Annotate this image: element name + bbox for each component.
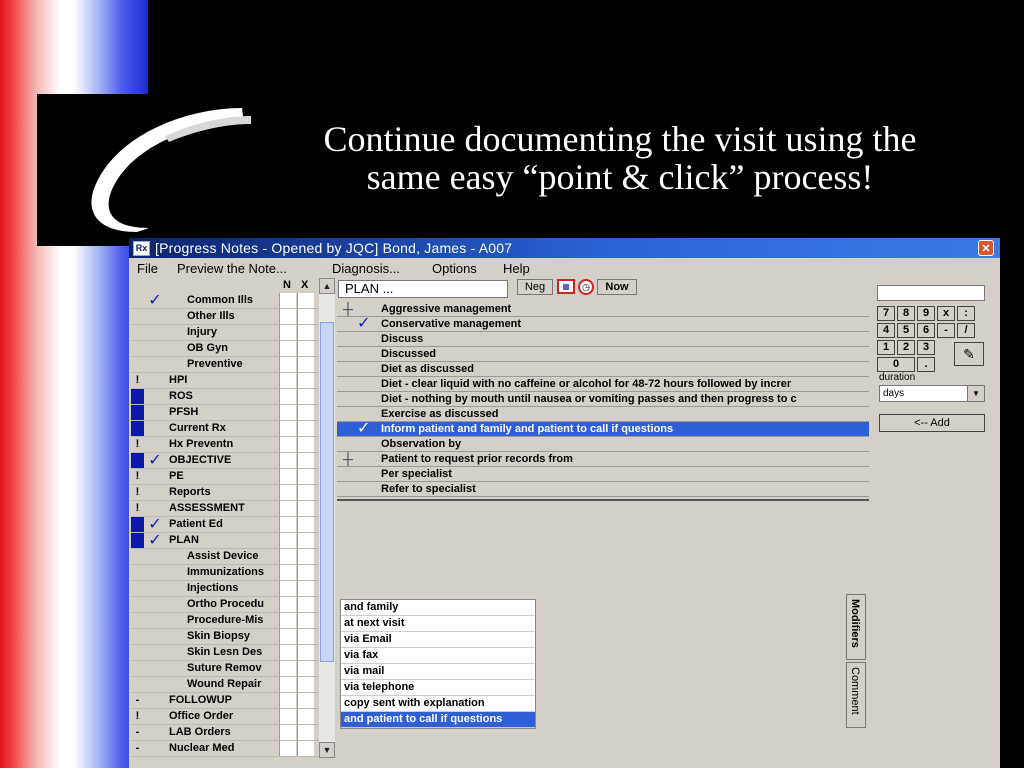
status-flag (131, 629, 144, 644)
status-flag-blue (131, 405, 144, 420)
tree-row-label: HPI (169, 374, 188, 386)
modifier-item[interactable]: and patient to call if questions (341, 712, 535, 728)
x-checkbox[interactable] (297, 565, 314, 580)
plan-item-text: Diet as discussed (381, 363, 474, 375)
status-flag (131, 597, 144, 612)
plan-item-text: Discuss (381, 333, 424, 345)
tree-row[interactable] (131, 581, 319, 597)
tree-row[interactable] (131, 597, 319, 613)
tree-row-label: Assist Device (187, 550, 259, 562)
slide-title-line-2: same easy “point & click” process! (366, 157, 874, 197)
tree-row[interactable] (131, 565, 319, 581)
plan-item-text: Inform patient and family and patient to call if questions (381, 423, 674, 435)
tree-row[interactable] (131, 741, 319, 757)
add-button[interactable]: <-- Add (879, 414, 985, 432)
plan-item-text: Refer to specialist (381, 483, 476, 495)
number-input[interactable] (877, 285, 985, 301)
x-checkbox[interactable] (297, 741, 314, 756)
n-checkbox[interactable] (279, 469, 296, 484)
tree-row-label: ROS (169, 390, 193, 402)
modifier-item[interactable]: via mail (341, 664, 535, 680)
status-flag-blue (131, 453, 144, 468)
x-checkbox[interactable] (297, 725, 314, 740)
check-cell[interactable] (145, 325, 165, 340)
tree-row[interactable] (131, 485, 319, 501)
tree-row[interactable] (131, 709, 319, 725)
status-flag (131, 565, 144, 580)
x-checkbox[interactable] (297, 629, 314, 644)
plan-item[interactable] (337, 332, 869, 347)
x-checkbox[interactable] (297, 661, 314, 676)
x-checkbox[interactable] (297, 709, 314, 724)
status-flag-blue (131, 389, 144, 404)
keypad-key[interactable]: 7 (877, 306, 895, 321)
n-checkbox[interactable] (279, 293, 296, 308)
x-checkbox[interactable] (297, 405, 314, 420)
check-cell[interactable] (145, 597, 165, 612)
plan-item[interactable] (337, 467, 869, 482)
check-cell[interactable] (145, 661, 165, 676)
keypad-key[interactable]: : (957, 306, 975, 321)
plan-item-text: Per specialist (381, 468, 452, 480)
tree-row[interactable] (131, 373, 319, 389)
keypad-key[interactable]: - (937, 323, 955, 338)
window-title: [Progress Notes - Opened by JQC] Bond, James - A007 (155, 240, 513, 256)
x-checkbox[interactable] (297, 645, 314, 660)
n-checkbox[interactable] (279, 453, 296, 468)
tree-row-label: Wound Repair (187, 678, 262, 690)
status-flag: ! (135, 502, 140, 514)
tree-row-label: Patient Ed (169, 518, 223, 530)
n-checkbox[interactable] (279, 645, 296, 660)
n-checkbox[interactable] (279, 357, 296, 372)
status-flag-blue (131, 533, 144, 548)
x-checkbox[interactable] (297, 309, 314, 324)
tab-comment[interactable] (846, 662, 866, 728)
tree-row-label: Injury (187, 326, 217, 338)
x-checkbox[interactable] (297, 293, 314, 308)
tree-row-label: Ortho Procedu (187, 598, 265, 610)
check-cell[interactable] (145, 565, 165, 580)
keypad-key[interactable]: 9 (917, 306, 935, 321)
tree-row[interactable] (131, 613, 319, 629)
tree-row-label: Injections (187, 582, 239, 594)
tree-row-label: Other Ills (187, 310, 235, 322)
x-checkbox[interactable] (297, 389, 314, 404)
n-checkbox[interactable] (279, 613, 296, 628)
status-flag (131, 661, 144, 676)
status-flag (131, 645, 144, 660)
tree-row-label: Preventive (187, 358, 243, 370)
tree-row-label: Nuclear Med (169, 742, 235, 754)
tree-row[interactable] (131, 629, 319, 645)
tree-header (131, 278, 319, 293)
x-checkbox[interactable] (297, 341, 314, 356)
status-flag: ! (135, 438, 140, 450)
status-flag: ! (135, 374, 140, 386)
check-cell[interactable] (145, 389, 165, 404)
tree-row[interactable] (131, 517, 319, 533)
tree-row[interactable] (131, 389, 319, 405)
keypad-key[interactable]: 8 (897, 306, 915, 321)
tree-row-label: Skin Biopsy (187, 630, 250, 642)
close-icon[interactable]: ✕ (978, 240, 994, 256)
section-tree (131, 278, 319, 768)
tree-row[interactable] (131, 405, 319, 421)
tree-row[interactable] (131, 453, 319, 469)
n-checkbox[interactable] (279, 709, 296, 724)
n-checkbox[interactable] (279, 725, 296, 740)
plan-item[interactable] (337, 377, 869, 392)
x-checkbox[interactable] (297, 453, 314, 468)
keypad-key[interactable]: 1 (877, 340, 895, 355)
plan-item-text: Exercise as discussed (381, 408, 499, 420)
tree-row[interactable] (131, 725, 319, 741)
x-checkbox[interactable] (297, 693, 314, 708)
tree-row[interactable] (131, 325, 319, 341)
n-checkbox[interactable] (279, 517, 296, 532)
modifier-item[interactable]: at next visit (341, 616, 535, 632)
n-checkbox[interactable] (279, 389, 296, 404)
modifiers-list (340, 599, 536, 729)
col-x-header: X (301, 279, 309, 291)
neg-button[interactable]: Neg (517, 279, 553, 295)
check-cell[interactable] (145, 437, 165, 452)
plan-item[interactable] (337, 302, 869, 317)
check-cell[interactable] (145, 501, 165, 516)
tree-row[interactable] (131, 469, 319, 485)
x-checkbox[interactable] (297, 597, 314, 612)
x-checkbox[interactable] (297, 485, 314, 500)
tree-row[interactable] (131, 693, 319, 709)
modifier-item[interactable]: via Email (341, 632, 535, 648)
x-checkbox[interactable] (297, 613, 314, 628)
scroll-up-icon[interactable]: ▲ (319, 278, 335, 294)
status-flag (131, 581, 144, 596)
plan-item-text: Discussed (381, 348, 437, 360)
col-n-header: N (283, 279, 291, 291)
status-flag: - (135, 694, 140, 706)
check-cell[interactable] (145, 421, 165, 436)
check-cell[interactable] (145, 629, 165, 644)
check-icon[interactable]: ✓ (148, 292, 162, 309)
tree-row[interactable] (131, 421, 319, 437)
tree-row-label: LAB Orders (169, 726, 231, 738)
check-cell[interactable] (145, 709, 165, 724)
x-checkbox[interactable] (297, 357, 314, 372)
tree-row-label: OBJECTIVE (169, 454, 232, 466)
plan-item-text: Diet - clear liquid with no caffeine or alcohol for 48-72 hours followed by increr (381, 378, 792, 390)
window-titlebar (129, 238, 1000, 258)
plan-item[interactable] (337, 437, 869, 452)
duration-select[interactable] (879, 385, 985, 402)
status-flag-blue (131, 421, 144, 436)
check-cell[interactable] (145, 677, 165, 692)
tab-modifiers-label: Modifiers (849, 599, 861, 648)
n-checkbox[interactable] (279, 741, 296, 756)
x-checkbox[interactable] (297, 581, 314, 596)
status-flag: ! (135, 486, 140, 498)
check-cell[interactable] (145, 485, 165, 500)
modifier-item[interactable]: via telephone (341, 680, 535, 696)
plan-item[interactable] (337, 422, 869, 437)
n-checkbox[interactable] (279, 485, 296, 500)
menu-help[interactable]: Help (503, 261, 530, 276)
app-icon: Rx (133, 241, 150, 256)
n-checkbox[interactable] (279, 549, 296, 564)
tree-row[interactable] (131, 293, 319, 309)
check-icon[interactable]: ✓ (148, 516, 162, 533)
slide-title (270, 120, 970, 196)
tree-row-label: FOLLOWUP (169, 694, 232, 706)
tree-row[interactable] (131, 341, 319, 357)
keypad-key[interactable]: 6 (917, 323, 935, 338)
keypad-key[interactable]: 2 (897, 340, 915, 355)
tree-row-label: Immunizations (187, 566, 265, 578)
tree-row[interactable] (131, 357, 319, 373)
n-checkbox[interactable] (279, 661, 296, 676)
check-icon: ✓ (357, 422, 371, 437)
menu-file[interactable]: File (137, 261, 158, 276)
status-flag (131, 549, 144, 564)
plan-item[interactable] (337, 392, 869, 407)
tree-row-label: Suture Remov (187, 662, 262, 674)
status-flag (131, 293, 144, 308)
tab-modifiers[interactable] (846, 594, 866, 660)
status-flag (131, 357, 144, 372)
slide-title-line-1: Continue documenting the visit using the (323, 119, 917, 159)
status-flag: ! (135, 710, 140, 722)
n-checkbox[interactable] (279, 677, 296, 692)
plan-item-text: Diet - nothing by mouth until nausea or vomiting passes and then progress to c (381, 393, 797, 405)
dropdown-arrow-icon[interactable]: ▼ (967, 386, 984, 401)
n-checkbox[interactable] (279, 325, 296, 340)
status-flag (131, 309, 144, 324)
status-flag (131, 613, 144, 628)
check-cell[interactable] (145, 741, 165, 756)
tree-row-label: Common Ills (187, 294, 254, 306)
tree-row-label: Hx Preventn (169, 438, 234, 450)
check-cell[interactable] (145, 341, 165, 356)
scroll-thumb[interactable] (320, 322, 334, 662)
check-icon: ✓ (357, 317, 371, 332)
tree-row[interactable] (131, 437, 319, 453)
tree-row-label: Procedure-Mis (187, 614, 264, 626)
plan-item[interactable] (337, 362, 869, 377)
tree-row-label: Current Rx (169, 422, 226, 434)
tree-row-label: OB Gyn (187, 342, 228, 354)
n-checkbox[interactable] (279, 533, 296, 548)
plan-item[interactable] (337, 452, 869, 467)
menu-diagnosis[interactable]: Diagnosis... (332, 261, 400, 276)
status-flag-blue (131, 517, 144, 532)
keypad-key[interactable]: 3 (917, 340, 935, 355)
tree-row[interactable] (131, 549, 319, 565)
plan-item-text: Conservative management (381, 318, 521, 330)
tree-row-label: ASSESSMENT (169, 502, 245, 514)
plan-item-text: Patient to request prior records from (381, 453, 573, 465)
check-cell[interactable] (145, 549, 165, 564)
n-checkbox[interactable] (279, 501, 296, 516)
plan-item[interactable] (337, 347, 869, 362)
menu-preview[interactable]: Preview the Note... (177, 261, 287, 276)
n-checkbox[interactable] (279, 597, 296, 612)
x-checkbox[interactable] (297, 437, 314, 452)
status-flag: ! (135, 470, 140, 482)
x-checkbox[interactable] (297, 421, 314, 436)
calendar-icon[interactable]: ▦ (557, 279, 575, 294)
tree-row-label: Office Order (169, 710, 234, 722)
n-checkbox[interactable] (279, 565, 296, 580)
tree-row[interactable] (131, 533, 319, 549)
n-checkbox[interactable] (279, 309, 296, 324)
tree-row-label: Skin Lesn Des (187, 646, 263, 658)
x-checkbox[interactable] (297, 549, 314, 564)
company-logo (37, 94, 251, 246)
tree-row[interactable] (131, 661, 319, 677)
keypad-key[interactable]: x (937, 306, 955, 321)
tab-comment-label: Comment (849, 667, 861, 715)
expand-plus-icon[interactable]: ┼ (343, 302, 353, 317)
tree-row-label: Reports (169, 486, 211, 498)
plan-item[interactable] (337, 317, 869, 332)
keypad-key[interactable]: 0 (877, 357, 915, 372)
n-checkbox[interactable] (279, 405, 296, 420)
keypad-key[interactable]: 4 (877, 323, 895, 338)
duration-value: days (883, 388, 905, 399)
check-cell[interactable] (145, 405, 165, 420)
plan-item-text: Observation by (381, 438, 462, 450)
keypad-key[interactable]: . (917, 357, 935, 372)
progress-notes-window (129, 238, 1000, 768)
plan-item-text: Aggressive management (381, 303, 512, 315)
tree-row[interactable] (131, 309, 319, 325)
check-cell[interactable] (145, 469, 165, 484)
keypad-key[interactable]: 5 (897, 323, 915, 338)
duration-label: duration (879, 372, 916, 383)
check-icon[interactable]: ✓ (148, 452, 162, 469)
now-button[interactable]: Now (597, 279, 637, 295)
x-checkbox[interactable] (297, 325, 314, 340)
x-checkbox[interactable] (297, 373, 314, 388)
status-flag: - (135, 742, 140, 754)
check-icon[interactable]: ✓ (148, 532, 162, 549)
expand-plus-icon[interactable]: ┼ (343, 452, 353, 467)
tree-row-label: PE (169, 470, 184, 482)
check-cell[interactable] (145, 613, 165, 628)
status-flag (131, 325, 144, 340)
x-checkbox[interactable] (297, 517, 314, 532)
n-checkbox[interactable] (279, 341, 296, 356)
n-checkbox[interactable] (279, 629, 296, 644)
x-checkbox[interactable] (297, 469, 314, 484)
menubar (129, 259, 1000, 277)
n-checkbox[interactable] (279, 581, 296, 596)
clock-icon[interactable]: ◷ (578, 279, 594, 295)
status-flag (131, 677, 144, 692)
status-flag (131, 341, 144, 356)
check-cell[interactable] (145, 645, 165, 660)
modifier-item[interactable]: and family (341, 600, 535, 616)
plan-item[interactable] (337, 482, 869, 497)
check-cell[interactable] (145, 309, 165, 324)
check-cell[interactable] (145, 357, 165, 372)
tree-row[interactable] (131, 501, 319, 517)
n-checkbox[interactable] (279, 421, 296, 436)
check-cell[interactable] (145, 373, 165, 388)
x-checkbox[interactable] (297, 533, 314, 548)
tree-row[interactable] (131, 645, 319, 661)
modifier-item[interactable]: copy sent with explanation (341, 696, 535, 712)
tree-row[interactable] (131, 677, 319, 693)
check-cell[interactable] (145, 725, 165, 740)
scroll-down-icon[interactable]: ▼ (319, 742, 335, 758)
x-checkbox[interactable] (297, 677, 314, 692)
menu-options[interactable]: Options (432, 261, 477, 276)
tree-row-label: PLAN (169, 534, 199, 546)
plan-list-divider (337, 499, 869, 501)
check-cell[interactable] (145, 693, 165, 708)
n-checkbox[interactable] (279, 693, 296, 708)
n-checkbox[interactable] (279, 437, 296, 452)
check-cell[interactable] (145, 581, 165, 596)
status-flag: - (135, 726, 140, 738)
n-checkbox[interactable] (279, 373, 296, 388)
plan-item[interactable] (337, 407, 869, 422)
tree-row-label: PFSH (169, 406, 199, 418)
tree-scrollbar[interactable] (319, 278, 335, 758)
keypad-key[interactable]: / (957, 323, 975, 338)
plan-header: PLAN ... (338, 280, 508, 298)
modifier-item[interactable]: via fax (341, 648, 535, 664)
eraser-icon[interactable]: ✎ (954, 342, 984, 366)
x-checkbox[interactable] (297, 501, 314, 516)
